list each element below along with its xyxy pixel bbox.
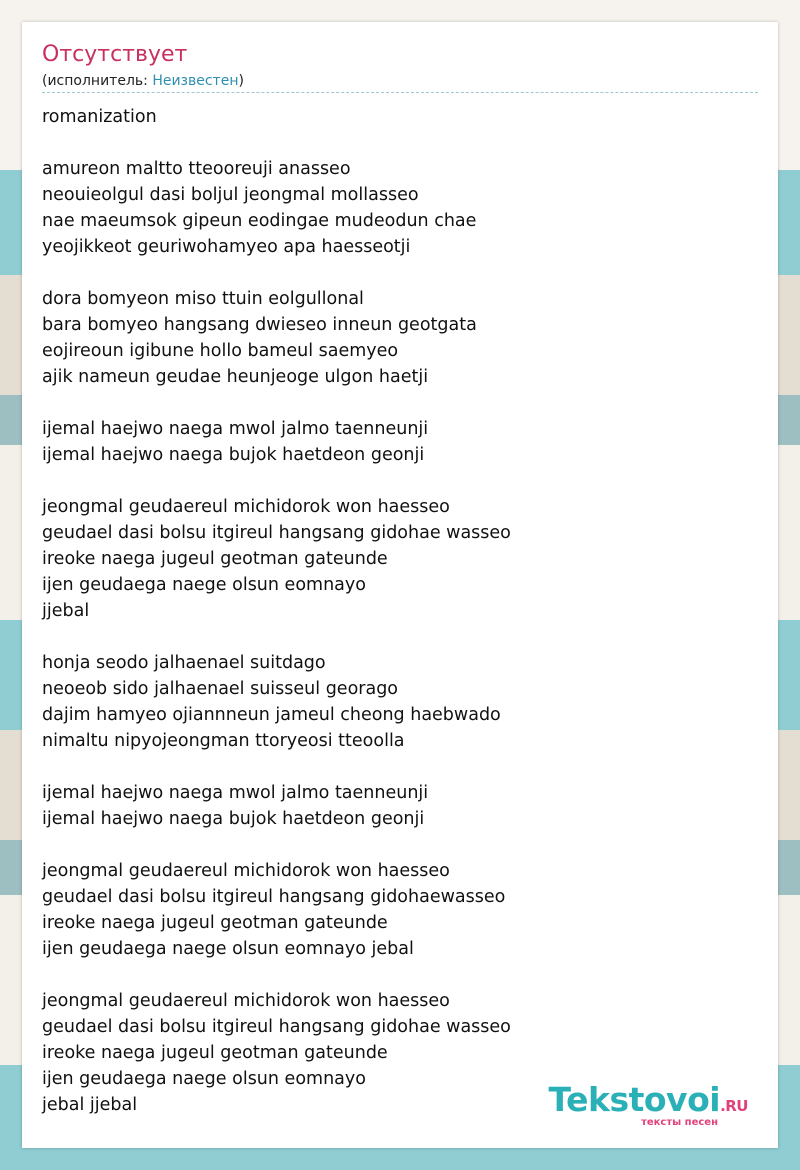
lyrics-card [22, 22, 778, 1148]
lyric-line: jeongmal geudaereul michidorok won haesseo [42, 991, 450, 1011]
lyric-line: geudael dasi bolsu itgireul hangsang gidohaewasseo [42, 887, 506, 907]
lyric-line: ijemal haejwo naega bujok haetdeon geonji [42, 809, 425, 829]
lyric-blank-line [42, 754, 511, 780]
lyric-line: neouieolgul dasi boljul jeongmal mollasseo [42, 185, 419, 205]
lyric-line: ajik nameun geudae heunjeoge ulgon haetji [42, 367, 429, 387]
lyric-line: ijemal haejwo naega bujok haetdeon geonji [42, 445, 425, 465]
lyric-line: ijen geudaega naege olsun eomnayo [42, 575, 366, 595]
artist-line [42, 73, 244, 89]
lyric-line: yeojikkeot geuriwohamyeo apa haesseotji [42, 237, 411, 257]
artist-prefix: (исполнитель: [42, 73, 153, 89]
song-title: Отсутствует [42, 42, 188, 67]
title-divider [42, 92, 758, 93]
lyric-line: ireoke naega jugeul geotman gateunde [42, 549, 388, 569]
logo-tagline: тексты песен [641, 1117, 718, 1128]
lyric-line: jebal jjebal [42, 1095, 138, 1115]
lyric-line: ijen geudaega naege olsun eomnayo [42, 1069, 366, 1089]
lyric-line: amureon maltto tteooreuji anasseo [42, 159, 351, 179]
lyric-line: romanization [42, 107, 157, 127]
lyric-line: jeongmal geudaereul michidorok won haesseo [42, 861, 450, 881]
lyric-line: dajim hamyeo ojiannneun jameul cheong haebwado [42, 705, 501, 725]
lyric-line: ireoke naega jugeul geotman gateunde [42, 913, 388, 933]
lyric-blank-line [42, 260, 511, 286]
lyric-line: eojireoun igibune hollo bameul saemyeo [42, 341, 399, 361]
lyrics-body [42, 104, 511, 1118]
lyric-line: ijen geudaega naege olsun eomnayo jebal [42, 939, 414, 959]
lyric-blank-line [42, 962, 511, 988]
lyric-blank-line [42, 624, 511, 650]
lyric-blank-line [42, 468, 511, 494]
lyric-blank-line [42, 130, 511, 156]
lyric-line: bara bomyeo hangsang dwieseo inneun geotgata [42, 315, 477, 335]
artist-link[interactable]: Неизвестен [152, 73, 239, 89]
logo-tld: .RU [720, 1097, 748, 1115]
lyric-blank-line [42, 390, 511, 416]
lyric-line: honja seodo jalhaenael suitdago [42, 653, 326, 673]
lyric-line: nimaltu nipyojeongman ttoryeosi tteoolla [42, 731, 405, 751]
lyric-line: geudael dasi bolsu itgireul hangsang gidohae wasseo [42, 1017, 511, 1037]
lyric-line: nae maeumsok gipeun eodingae mudeodun chae [42, 211, 477, 231]
lyric-line: ijemal haejwo naega mwol jalmo taenneunji [42, 783, 429, 803]
lyric-line: dora bomyeon miso ttuin eolgullonal [42, 289, 364, 309]
lyric-line: jjebal [42, 601, 90, 621]
lyric-line: neoeob sido jalhaenael suisseul georago [42, 679, 399, 699]
lyric-line: jeongmal geudaereul michidorok won haesseo [42, 497, 450, 517]
site-logo[interactable] [548, 1080, 748, 1128]
lyric-line: ijemal haejwo naega mwol jalmo taenneunji [42, 419, 429, 439]
lyric-line: ireoke naega jugeul geotman gateunde [42, 1043, 388, 1063]
artist-suffix: ) [238, 73, 244, 89]
lyric-line: geudael dasi bolsu itgireul hangsang gidohae wasseo [42, 523, 511, 543]
lyric-blank-line [42, 832, 511, 858]
logo-name: Tekstovoi [548, 1080, 721, 1119]
